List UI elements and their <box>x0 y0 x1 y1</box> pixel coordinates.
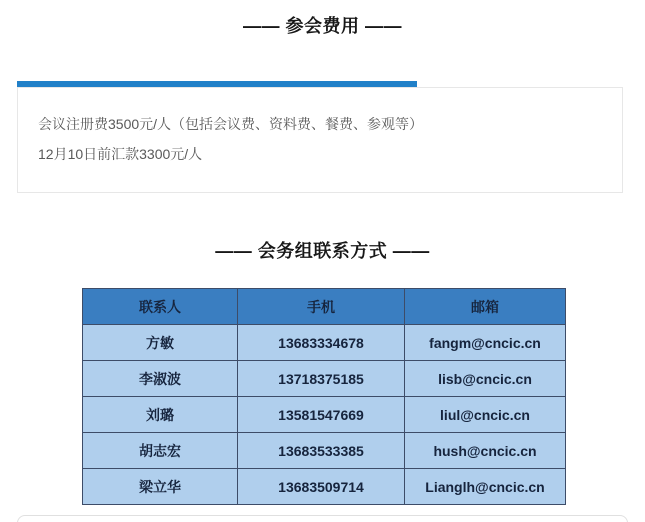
contact-email-cell: fangm@cncic.cn <box>405 325 566 361</box>
fees-section-title: —— 参会费用 —— <box>242 16 402 36</box>
contacts-table <box>82 288 566 505</box>
table-row <box>83 469 566 505</box>
contact-name-cell: 刘璐 <box>83 397 238 433</box>
table-row <box>83 433 566 469</box>
table-row <box>83 325 566 361</box>
contact-name-cell: 胡志宏 <box>83 433 238 469</box>
contact-email-cell: lisb@cncic.cn <box>405 361 566 397</box>
fee-registration-line: 会议注册费3500元/人（包括会议费、资料费、餐费、参观等） <box>38 116 424 132</box>
contacts-table-body <box>83 325 566 505</box>
contact-name-cell: 李淑波 <box>83 361 238 397</box>
contact-email-cell: liul@cncic.cn <box>405 397 566 433</box>
contact-phone-cell: 13683334678 <box>238 325 405 361</box>
contact-email-cell: Lianglh@cncic.cn <box>405 469 566 505</box>
contact-email-cell: hush@cncic.cn <box>405 433 566 469</box>
fee-earlybird-line: 12月10日前汇款3300元/人 <box>38 146 203 162</box>
contact-phone-cell: 13683509714 <box>238 469 405 505</box>
contact-phone-cell: 13581547669 <box>238 397 405 433</box>
column-header: 手机 <box>238 289 405 325</box>
column-header: 邮箱 <box>405 289 566 325</box>
contacts-section-title: —— 会务组联系方式 —— <box>215 241 430 261</box>
column-header: 联系人 <box>83 289 238 325</box>
contact-phone-cell: 13718375185 <box>238 361 405 397</box>
table-row <box>83 397 566 433</box>
fees-card <box>17 87 623 193</box>
table-row <box>83 361 566 397</box>
contact-name-cell: 梁立华 <box>83 469 238 505</box>
contacts-table-header-row <box>83 289 566 325</box>
contact-name-cell: 方敏 <box>83 325 238 361</box>
next-section-card <box>17 515 628 522</box>
contact-phone-cell: 13683533385 <box>238 433 405 469</box>
